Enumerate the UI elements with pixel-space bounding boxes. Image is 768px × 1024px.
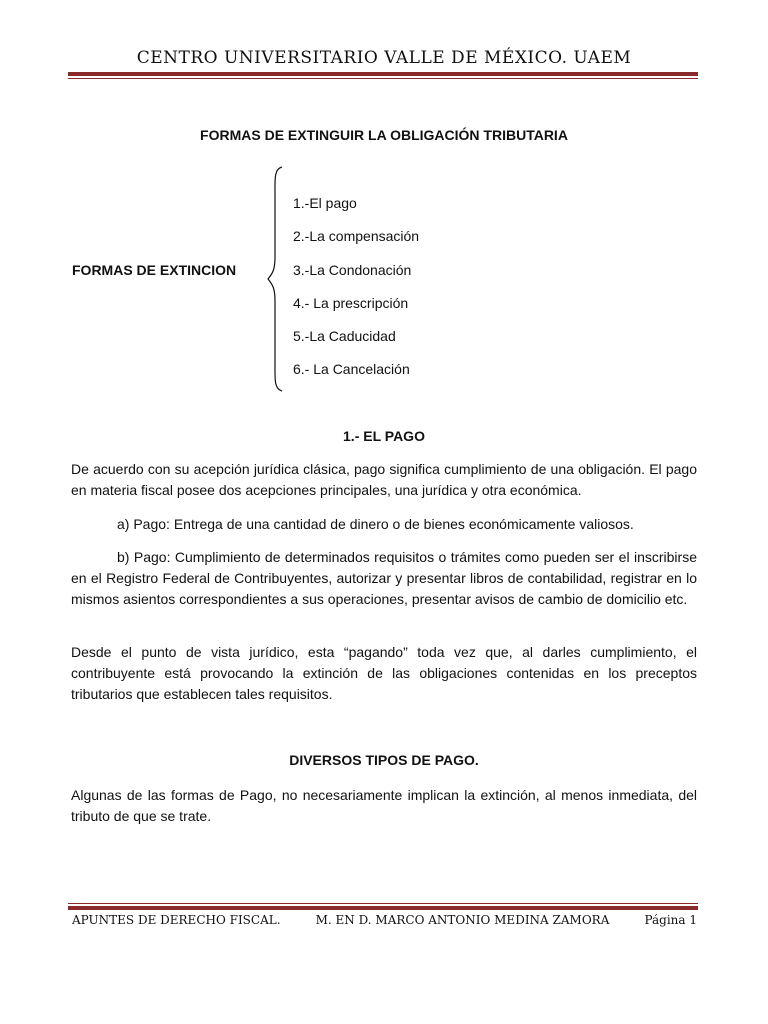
footer-author: M. EN D. MARCO ANTONIO MEDINA ZAMORA	[315, 913, 610, 927]
header-title: CENTRO UNIVERSITARIO VALLE DE MÉXICO. UAEM	[136, 48, 632, 68]
paragraph: De acuerdo con su acepción jurídica clásica, pago significa cumplimiento de una obligación. El pago en materia fiscal posee dos acepciones principales, una jurídica y otra económica.	[71, 461, 697, 498]
extincion-label: FORMAS DE EXTINCION	[72, 262, 237, 278]
document-title: FORMAS DE EXTINGUIR LA OBLIGACIÓN TRIBUTARIA	[200, 127, 568, 143]
footer-rule	[68, 903, 698, 910]
header-rule	[68, 72, 698, 79]
curly-brace-icon	[266, 165, 286, 393]
list-item: 4.- La prescripción	[293, 294, 409, 311]
section-heading-tipos-de-pago: DIVERSOS TIPOS DE PAGO.	[289, 752, 479, 768]
list-item: 1.-El pago	[293, 195, 357, 211]
paragraph: b) Pago: Cumplimiento de determinados requisitos o trámites como pueden ser el inscribirse en el Registro Federal de Contribuyentes, autorizar y presentar libros de contabilidad, registrar en lo mismos asientos correspondientes a sus operaciones, presentar avisos de cambio de domicilio etc.	[71, 549, 697, 607]
list-item: 2.-La compensación	[293, 228, 420, 245]
list-item: 6.- La Cancelación	[293, 361, 410, 378]
page-number: Página 1	[644, 913, 697, 927]
list-item: 5.-La Caducidad	[293, 328, 396, 345]
list-item: 3.-La Condonación	[293, 261, 412, 278]
page-footer	[72, 913, 697, 927]
forms-list	[293, 194, 419, 394]
paragraph: Algunas de las formas de Pago, no necesariamente implican la extinción, al menos inmediata, del tributo de que se trate.	[71, 787, 697, 824]
paragraph: Desde el punto de vista jurídico, esta “pagando” toda vez que, al darles cumplimiento, el contribuyente está provocando la extinción de las obligaciones contenidas en los preceptos tributarios que establecen tales requisitos.	[71, 644, 697, 702]
footer-course: APUNTES DE DERECHO FISCAL.	[72, 913, 281, 927]
section-heading-el-pago: 1.- EL PAGO	[343, 428, 425, 444]
paragraph: a) Pago: Entrega de una cantidad de dinero o de bienes económicamente valiosos.	[117, 516, 634, 532]
